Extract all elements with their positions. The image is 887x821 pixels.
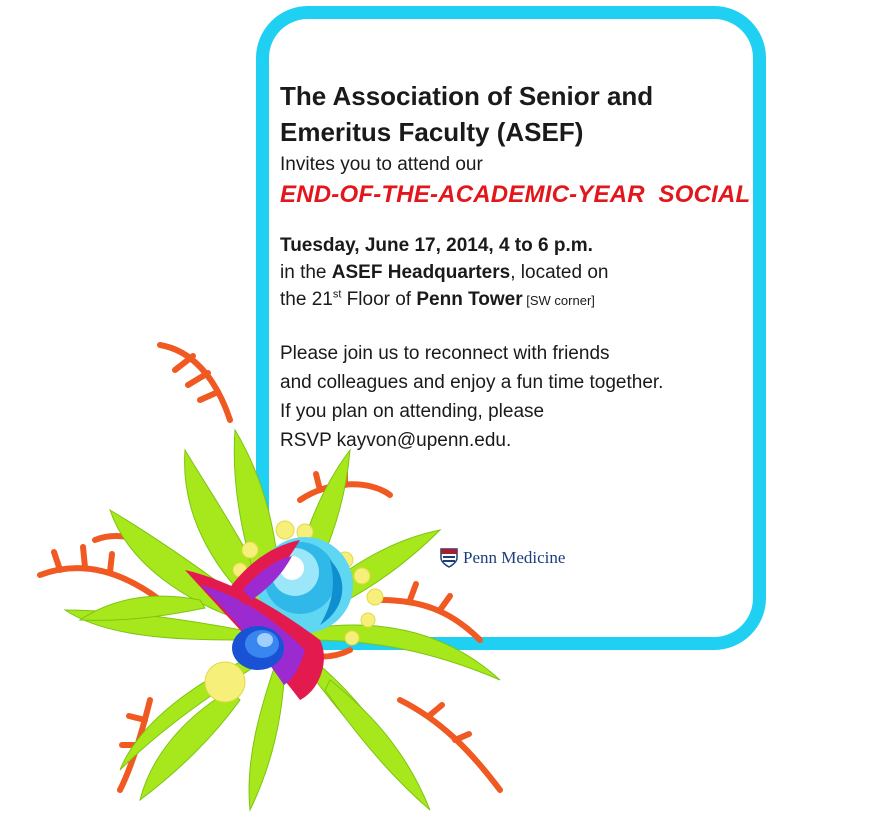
body-line-4: RSVP kayvon@upenn.edu. [280,430,512,451]
body-line-3: If you plan on attending, please [280,401,545,422]
floor-tower: Penn Tower [416,289,523,310]
title-line-2: Emeritus Faculty (ASEF) [280,117,584,147]
loc-prefix: in the [280,262,332,283]
body-line-2: and colleagues and enjoy a fun time together. [280,372,664,393]
datetime-text: Tuesday, June 17, 2014, 4 to 6 p.m. [280,235,593,256]
event-location [280,259,760,286]
event-name [280,178,760,212]
loc-hq: ASEF Headquarters [331,262,511,283]
event-datetime [280,232,760,259]
body-line-1: Please join us to reconnect with friends [280,343,610,364]
floral-decoration [0,330,620,821]
invite-line: Invites you to attend our [280,154,483,175]
title-line-1: The Association of Senior and [280,81,654,111]
event-details [280,232,760,314]
loc-suffix: , located on [510,262,609,283]
floor-mid: Floor of [341,289,417,310]
floor-prefix: the 21 [280,289,333,310]
event-name-text: END-OF-THE-ACADEMIC-YEAR SOCIAL [280,181,751,208]
logo-text: Penn Medicine [463,548,566,567]
floor-corner: [SW corner] [522,293,595,308]
floor-sup: st [332,288,342,301]
event-floor [280,286,760,314]
